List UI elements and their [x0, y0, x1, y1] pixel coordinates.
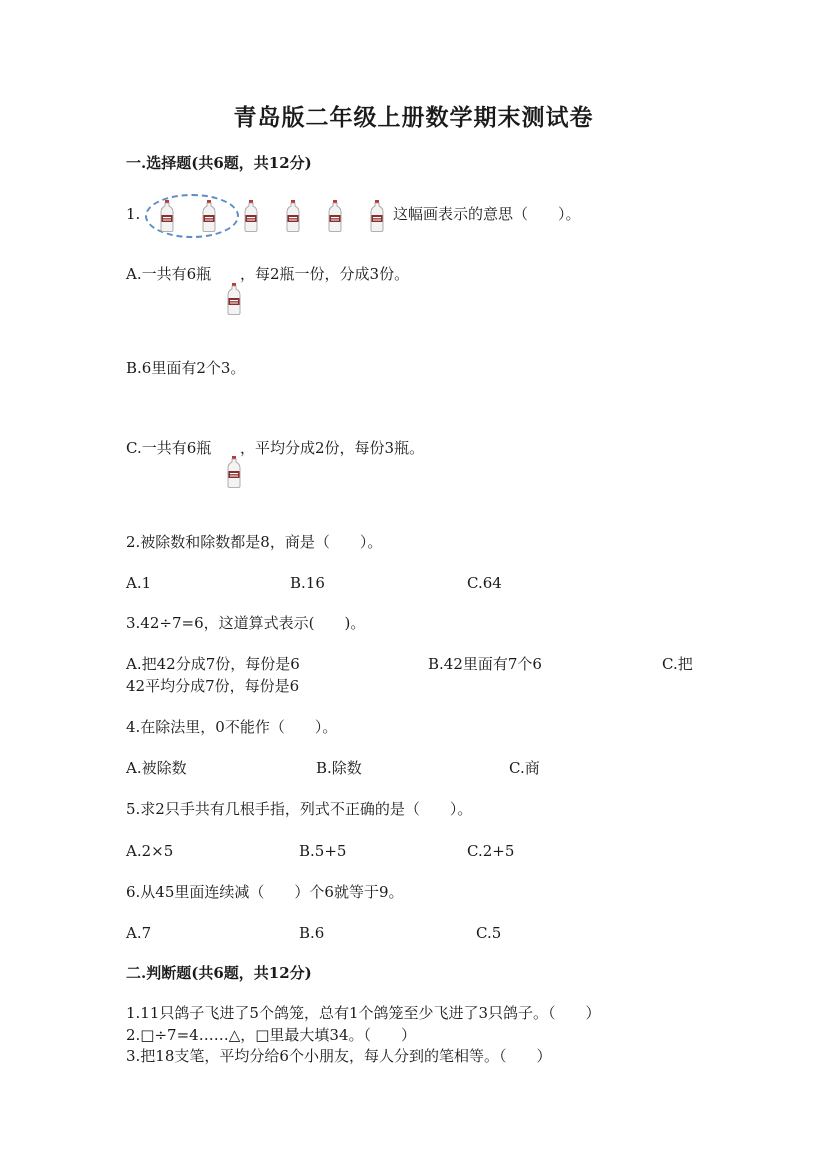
question-6-option-b: B.6 [299, 924, 325, 942]
question-2-option-c: C.64 [467, 574, 502, 592]
question-2-stem: 2.被除数和除数都是8，商是（ ）。 [126, 533, 383, 551]
water-bottle-icon [227, 283, 241, 315]
question-5-option-b: B.5+5 [299, 842, 347, 860]
water-bottle-icon [160, 200, 174, 232]
question-4-option-c: C.商 [509, 759, 540, 777]
question-4-option-a: A.被除数 [126, 759, 187, 777]
question-1-option-a-rest: ，每2瓶一份，分成3份。 [240, 265, 410, 283]
question-1-option-a: A.一共有6瓶 [126, 265, 212, 283]
question-4-option-b: B.除数 [316, 759, 362, 777]
section-1-header: 一.选择题(共6题，共12分) [126, 154, 312, 172]
question-3-option-a: A.把42分成7份，每份是6 [126, 655, 300, 673]
question-1-option-c-rest: ，平均分成2份，每份3瓶。 [240, 439, 425, 457]
question-3-option-c: C.把 [662, 655, 693, 673]
question-6-option-a: A.7 [126, 924, 152, 942]
question-2-option-a: A.1 [126, 574, 152, 592]
judge-question-2: 2.□÷7=4……△，□里最大填34。（ ） [126, 1026, 417, 1044]
section-2-header: 二.判断题(共6题，共12分) [126, 964, 312, 982]
judge-question-3: 3.把18支笔，平均分给6个小朋友，每人分到的笔相等。（ ） [126, 1047, 552, 1065]
question-5-option-c: C.2+5 [467, 842, 515, 860]
question-1-option-b: B.6里面有2个3。 [126, 359, 246, 377]
water-bottle-icon [370, 200, 384, 232]
water-bottle-icon [202, 200, 216, 232]
water-bottle-icon [286, 200, 300, 232]
question-4-stem: 4.在除法里，0不能作（ ）。 [126, 718, 338, 736]
water-bottle-icon [227, 456, 241, 488]
judge-question-1: 1.11只鸽子飞进了5个鸽笼，总有1个鸽笼至少飞进了3只鸽子。（ ） [126, 1004, 601, 1022]
question-2-option-b: B.16 [290, 574, 325, 592]
question-3-stem: 3.42÷7=6，这道算式表示( )。 [126, 614, 366, 632]
question-3-option-b: B.42里面有7个6 [428, 655, 542, 673]
question-6-option-c: C.5 [476, 924, 502, 942]
water-bottle-icon [328, 200, 342, 232]
question-5-option-a: A.2×5 [126, 842, 174, 860]
page-title: 青岛版二年级上册数学期末测试卷 [233, 104, 594, 131]
question-1-number: 1. [126, 205, 141, 223]
question-1-option-c: C.一共有6瓶 [126, 439, 212, 457]
question-6-stem: 6.从45里面连续减（ ）个6就等于9。 [126, 883, 404, 901]
water-bottle-icon [244, 200, 258, 232]
question-5-stem: 5.求2只手共有几根手指，列式不正确的是（ ）。 [126, 800, 473, 818]
question-1-stem: 这幅画表示的意思（ ）。 [393, 205, 581, 223]
question-3-option-c-wrap: 42平均分成7份，每份是6 [126, 677, 300, 695]
